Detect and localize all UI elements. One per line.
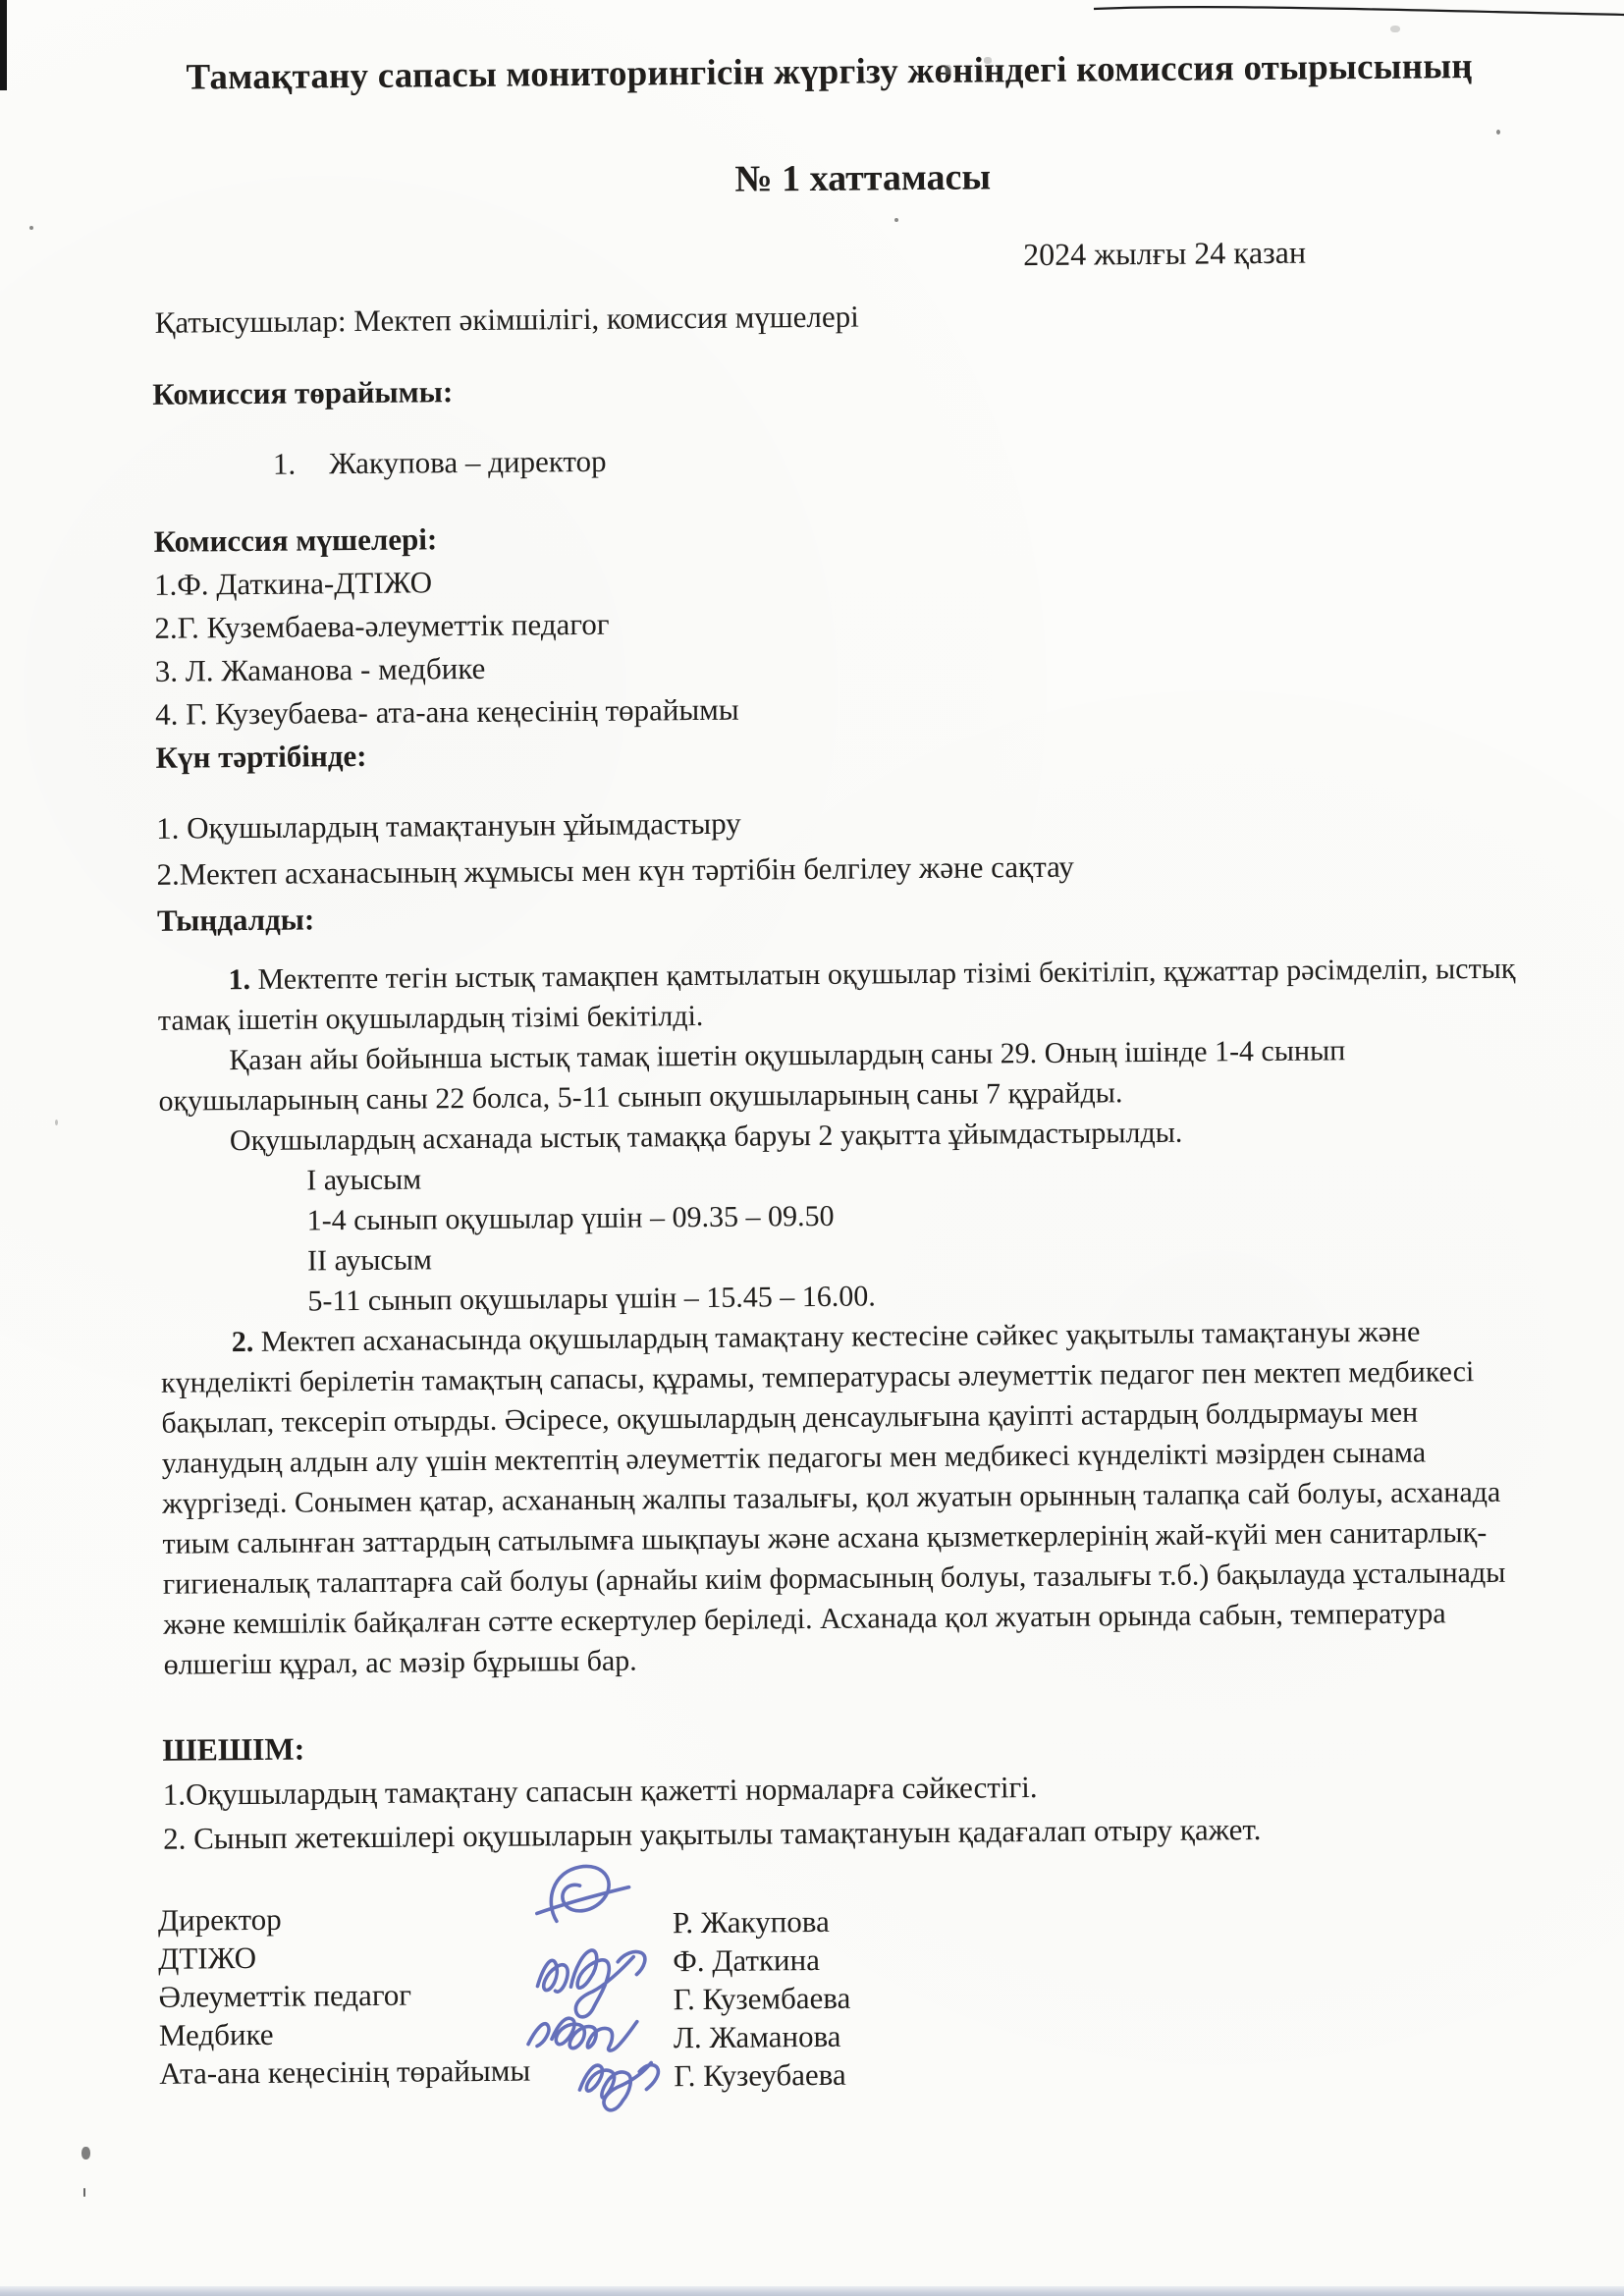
heard-section <box>157 949 1536 1685</box>
schedule-line: 5-11 сынып оқушылары үшін – 15.45 – 16.00. <box>307 1280 876 1318</box>
heard-paragraph-2: Қазан айы бойынша ыстық тамақ ішетін оқушылардың саны 29. Оның ішінде 1-4 сынып оқушыларының саны 22 болса, 5-11 сынып оқушыларының саны 7 құрайды. <box>158 1034 1346 1118</box>
signature-ink-director <box>536 1866 628 1921</box>
scan-speck <box>83 2188 85 2197</box>
scan-speck <box>1390 26 1400 32</box>
member-item: 3. Л. Жаманова - медбике <box>154 650 486 688</box>
scan-speck <box>81 2147 90 2159</box>
paragraph-text: Мектеп асханасында оқушылардың тамақтану кестесіне сәйкес уақытылы тамақтануы және күнделікті берілетін тамақтың сапасы, құрамы, температурасы әлеуметтік педагог пен мектеп медбикесі бақылап, тексеріп отырды. Әсіресе, оқушылардың денсаулығына қауіпті астардың болдырмауы мен уланудың алдын алу үшін мектептің әлеуметтік педагогы мен медбикесі күнделікті мәзірден сынама жүргізеді. Сонымен қатар, асхананың жалпы тазалығы, қол жуатын орынның талапқа сай болуы, асханада тиым салынған заттардың сатылымға шықпауы және асхана қызметкерлерінің жай-күйі мен санитарлық-гигиеналық талаптарға сай болуы (арнайы киім формасының болуы, тазалығы т.б.) бақылауда ұсталынады және кемшілік байқалған сәтте ескертулер беріледі. Асханада қол жуатын орында сабын, температура өлшегіш құрал, ас мәзір бұрышы бар. <box>160 1315 1506 1681</box>
scan-speck <box>1496 130 1500 135</box>
signature-role: Директор <box>157 1901 282 1938</box>
scan-speck <box>55 1120 58 1125</box>
scan-speck <box>894 218 898 222</box>
signature-role: Медбике <box>158 2016 274 2052</box>
signature-role: ДТІЖО <box>158 1940 257 1976</box>
scan-edge-artifact-topline <box>1092 0 1624 20</box>
paragraph-number: 1. <box>228 962 251 997</box>
scan-edge-artifact-bottom <box>0 2286 1624 2296</box>
decision-section <box>162 1719 1261 1861</box>
member-item: 1.Ф. Даткина-ДТІЖО <box>153 565 433 602</box>
heard-paragraph-4 <box>161 1311 1537 1685</box>
heard-paragraph-3: Оқушылардың асханада ыстық тамаққа баруы 2 уақытта ұйымдастырылды. <box>229 1116 1183 1158</box>
signature-name: Г. Кузембаева <box>673 1980 851 2017</box>
agenda-item: 2.Мектеп асханасының жұмысы мен күн тәртібін белгілеу және сақтау <box>156 848 1074 892</box>
signature-ink-parent-chair <box>579 2062 659 2110</box>
scan-speck <box>29 226 33 230</box>
agenda-heading: Күн тәртібінде: <box>155 738 367 775</box>
chair-heading: Комиссия төрайымы: <box>152 374 454 411</box>
schedule-line: II ауысым <box>306 1243 433 1278</box>
chair-item <box>273 444 607 482</box>
signature-name: Л. Жаманова <box>673 2018 841 2055</box>
member-item: 4. Г. Кузеубаева- ата-ана кеңесінің төрайымы <box>155 691 739 732</box>
schedule-line: 1-4 сынып оқушылар үшін – 09.35 – 09.50 <box>306 1199 835 1237</box>
document-title-line1: Тамақтану сапасы мониторингісін жүргізу жөніндегі комиссия отырысының <box>186 46 1474 98</box>
document-title-line2: № 1 хаттамасы <box>734 156 992 200</box>
heard-heading: Тыңдалды: <box>156 902 315 938</box>
signature-name: Г. Кузеубаева <box>674 2056 846 2094</box>
chair-item-text: Жакупова – директор <box>329 443 607 481</box>
heard-paragraph-1 <box>157 949 1531 1041</box>
decision-item: 1.Оқушылардың тамақтану сапасын қажетті нормаларға сәйкестігі. <box>162 1770 1038 1812</box>
scan-speck <box>945 65 951 75</box>
signature-name: Ф. Даткина <box>673 1941 821 1979</box>
paragraph-number: 2. <box>231 1325 254 1359</box>
paragraph-text: Мектепте тегін ыстық тамақпен қамтылатын оқушылар тізімі бекітіліп, құжаттар рәсімделіп, ыстық тамақ ішетін оқушылардың тізімі бекітілді. <box>157 952 1516 1037</box>
members-section <box>153 516 739 780</box>
schedule-line: I ауысым <box>306 1163 422 1197</box>
agenda-section <box>156 797 1074 944</box>
members-heading: Комиссия мүшелері: <box>153 521 438 559</box>
scan-edge-artifact-left <box>0 0 7 90</box>
decision-heading: ШЕШІМ: <box>162 1730 305 1768</box>
meal-schedule <box>306 1150 1533 1322</box>
participants-line: Қатысушылар: Мектеп әкімшілігі, комиссия мүшелері <box>154 299 859 340</box>
signature-name: Р. Жакупова <box>672 1903 830 1941</box>
chair-item-number: 1. <box>272 446 297 481</box>
handwritten-signatures-ink <box>499 1855 707 2122</box>
scan-speck <box>984 57 992 64</box>
signature-role: Ата-ана кеңесінің төрайымы <box>159 2052 531 2091</box>
decision-item: 2. Сынып жетекшілері оқушыларын уақытылы тамақтануын қадағалап отыру қажет. <box>162 1812 1262 1856</box>
signature-role: Әлеуметтік педагог <box>158 1977 412 2014</box>
document-date: 2024 жылғы 24 қазан <box>1022 234 1307 273</box>
member-item: 2.Г. Кузембаева-әлеуметтік педагог <box>154 606 610 645</box>
agenda-item: 1. Оқушылардың тамақтануын ұйымдастыру <box>156 805 741 846</box>
signature-ink-medbike <box>528 2018 637 2051</box>
signature-ink-dtizho <box>537 1949 645 2017</box>
